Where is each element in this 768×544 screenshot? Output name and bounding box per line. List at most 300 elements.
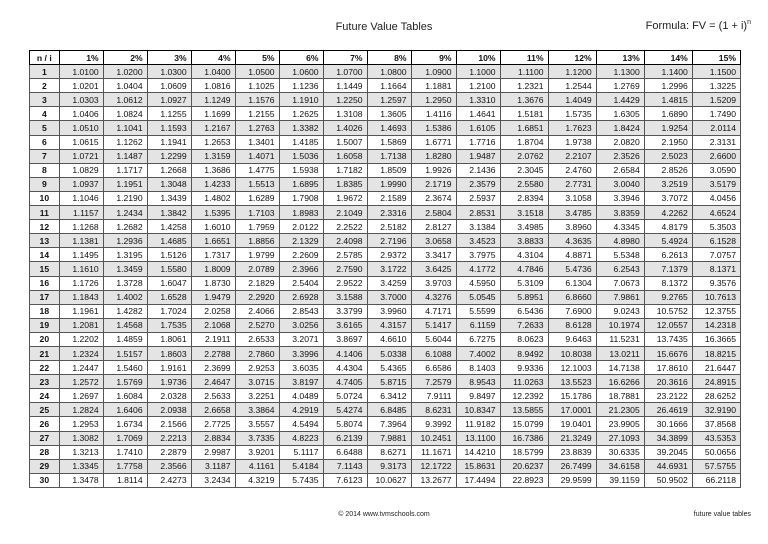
factor-cell: 1.1881 xyxy=(411,79,456,93)
factor-cell: 5.4736 xyxy=(548,262,596,276)
factor-cell: 2.4098 xyxy=(323,234,367,248)
factor-cell: 12.3755 xyxy=(692,304,740,318)
factor-cell: 2.9987 xyxy=(191,445,235,459)
factor-cell: 30.1666 xyxy=(644,417,692,431)
factor-cell: 2.9372 xyxy=(367,248,411,262)
rate-header: 12% xyxy=(548,51,596,65)
factor-cell: 9.8497 xyxy=(456,389,500,403)
factor-cell: 2.3699 xyxy=(191,361,235,375)
factor-cell: 1.9990 xyxy=(367,177,411,191)
period-cell: 19 xyxy=(30,318,60,332)
factor-cell: 8.1372 xyxy=(644,276,692,290)
factor-cell: 1.5181 xyxy=(500,107,548,121)
factor-cell: 3.1187 xyxy=(191,459,235,473)
factor-cell: 1.1941 xyxy=(147,135,191,149)
table-row xyxy=(30,459,741,473)
factor-cell: 1.7535 xyxy=(147,318,191,332)
factor-cell: 1.6895 xyxy=(279,177,323,191)
factor-cell: 1.0721 xyxy=(59,149,103,163)
factor-cell: 12.0557 xyxy=(644,318,692,332)
factor-cell: 1.8385 xyxy=(323,177,367,191)
factor-cell: 1.7758 xyxy=(103,459,147,473)
factor-cell: 13.7435 xyxy=(644,332,692,346)
factor-cell: 1.4802 xyxy=(191,191,235,205)
factor-cell: 1.1046 xyxy=(59,191,103,205)
period-cell: 2 xyxy=(30,79,60,93)
factor-cell: 1.1593 xyxy=(147,121,191,135)
period-cell: 12 xyxy=(30,220,60,234)
factor-cell: 4.8223 xyxy=(279,431,323,445)
factor-cell: 8.1403 xyxy=(456,361,500,375)
factor-cell: 1.2190 xyxy=(103,191,147,205)
factor-cell: 1.3108 xyxy=(323,107,367,121)
factor-cell: 1.6528 xyxy=(147,290,191,304)
factor-cell: 1.4282 xyxy=(103,304,147,318)
factor-cell: 1.1717 xyxy=(103,163,147,177)
factor-cell: 3.7072 xyxy=(644,191,692,205)
factor-cell: 2.0789 xyxy=(235,262,279,276)
rate-header: 2% xyxy=(103,51,147,65)
factor-cell: 2.9253 xyxy=(235,361,279,375)
factor-cell: 1.0615 xyxy=(59,135,103,149)
factor-cell: 5.1417 xyxy=(411,318,456,332)
factor-cell: 1.5735 xyxy=(548,107,596,121)
factor-cell: 1.1100 xyxy=(500,65,548,79)
factor-cell: 1.1726 xyxy=(59,276,103,290)
factor-cell: 1.2769 xyxy=(596,79,644,93)
factor-cell: 1.5513 xyxy=(235,177,279,191)
factor-cell: 6.2139 xyxy=(323,431,367,445)
factor-cell: 26.7499 xyxy=(548,459,596,473)
factor-cell: 2.5404 xyxy=(279,276,323,290)
factor-cell: 10.7613 xyxy=(692,290,740,304)
period-cell: 10 xyxy=(30,191,60,205)
factor-cell: 3.1384 xyxy=(456,220,500,234)
factor-cell: 1.3225 xyxy=(692,79,740,93)
factor-cell: 4.3635 xyxy=(548,234,596,248)
period-cell: 1 xyxy=(30,65,60,79)
factor-cell: 1.7182 xyxy=(323,163,367,177)
factor-cell: 7.3964 xyxy=(367,417,411,431)
factor-cell: 1.3213 xyxy=(59,445,103,459)
factor-cell: 1.0937 xyxy=(59,177,103,191)
factor-cell: 2.8834 xyxy=(191,431,235,445)
factor-cell: 3.6165 xyxy=(323,318,367,332)
factor-cell: 3.0590 xyxy=(692,163,740,177)
factor-cell: 1.1268 xyxy=(59,220,103,234)
table-body xyxy=(30,65,741,488)
factor-cell: 3.3996 xyxy=(279,346,323,360)
factor-cell: 14.2318 xyxy=(692,318,740,332)
factor-cell: 1.1487 xyxy=(103,149,147,163)
factor-cell: 18.8215 xyxy=(692,346,740,360)
factor-cell: 1.0406 xyxy=(59,107,103,121)
factor-cell: 2.9522 xyxy=(323,276,367,290)
factor-cell: 7.0673 xyxy=(596,276,644,290)
factor-cell: 1.5209 xyxy=(692,93,740,107)
factor-cell: 1.0816 xyxy=(191,79,235,93)
factor-cell: 5.3109 xyxy=(500,276,548,290)
factor-cell: 5.4274 xyxy=(323,403,367,417)
factor-cell: 2.6658 xyxy=(191,403,235,417)
table-row xyxy=(30,389,741,403)
factor-cell: 2.0114 xyxy=(692,121,740,135)
table-row xyxy=(30,121,741,135)
factor-cell: 3.2251 xyxy=(235,389,279,403)
factor-cell: 10.8038 xyxy=(548,346,596,360)
page-title: Future Value Tables xyxy=(335,21,433,33)
factor-cell: 6.3412 xyxy=(367,389,411,403)
table-row xyxy=(30,332,741,346)
factor-cell: 3.9960 xyxy=(367,304,411,318)
formula-exponent: n xyxy=(747,19,751,26)
factor-cell: 1.3605 xyxy=(367,107,411,121)
factor-cell: 5.4365 xyxy=(367,361,411,375)
factor-cell: 6.6586 xyxy=(411,361,456,375)
factor-cell: 7.6900 xyxy=(548,304,596,318)
factor-cell: 1.3345 xyxy=(59,459,103,473)
factor-cell: 3.1722 xyxy=(367,262,411,276)
factor-cell: 39.1159 xyxy=(596,473,644,487)
factor-cell: 7.9861 xyxy=(596,290,644,304)
factor-cell: 2.1829 xyxy=(235,276,279,290)
factor-cell: 3.3417 xyxy=(411,248,456,262)
factor-cell: 7.9881 xyxy=(367,431,411,445)
factor-cell: 39.2045 xyxy=(644,445,692,459)
factor-cell: 1.1843 xyxy=(59,290,103,304)
factor-cell: 6.1088 xyxy=(411,346,456,360)
factor-cell: 4.1161 xyxy=(235,459,279,473)
factor-cell: 1.1610 xyxy=(59,262,103,276)
factor-cell: 1.0612 xyxy=(103,93,147,107)
factor-cell: 1.0927 xyxy=(147,93,191,107)
table-row xyxy=(30,318,741,332)
factor-cell: 1.8114 xyxy=(103,473,147,487)
factor-cell: 2.7860 xyxy=(235,346,279,360)
factor-cell: 1.5769 xyxy=(103,375,147,389)
factor-cell: 1.3459 xyxy=(103,262,147,276)
factor-cell: 3.5179 xyxy=(692,177,740,191)
factor-cell: 7.4002 xyxy=(456,346,500,360)
factor-cell: 5.0338 xyxy=(367,346,411,360)
factor-cell: 1.3048 xyxy=(147,177,191,191)
factor-cell: 6.1528 xyxy=(692,234,740,248)
factor-cell: 1.3728 xyxy=(103,276,147,290)
factor-cell: 1.1249 xyxy=(191,93,235,107)
factor-cell: 2.1950 xyxy=(644,135,692,149)
factor-cell: 1.4693 xyxy=(367,121,411,135)
factor-cell: 23.8839 xyxy=(548,445,596,459)
factor-cell: 1.2155 xyxy=(235,107,279,121)
factor-cell: 20.6237 xyxy=(500,459,548,473)
factor-cell: 2.3966 xyxy=(279,262,323,276)
factor-cell: 21.6447 xyxy=(692,361,740,375)
factor-cell: 9.3992 xyxy=(411,417,456,431)
factor-cell: 1.2668 xyxy=(147,163,191,177)
rate-header: 3% xyxy=(147,51,191,65)
factor-cell: 3.6035 xyxy=(279,361,323,375)
factor-cell: 1.2324 xyxy=(59,346,103,360)
factor-cell: 3.1588 xyxy=(323,290,367,304)
factor-cell: 1.8603 xyxy=(147,346,191,360)
factor-cell: 1.5036 xyxy=(279,149,323,163)
factor-cell: 30.6335 xyxy=(596,445,644,459)
factor-cell: 1.4568 xyxy=(103,318,147,332)
factor-cell: 1.4859 xyxy=(103,332,147,346)
factor-cell: 1.0404 xyxy=(103,79,147,93)
factor-cell: 1.7103 xyxy=(235,206,279,220)
factor-cell: 28.6252 xyxy=(692,389,740,403)
factor-cell: 4.1772 xyxy=(456,262,500,276)
factor-cell: 4.8871 xyxy=(548,248,596,262)
factor-cell: 1.9254 xyxy=(644,121,692,135)
factor-cell: 1.7623 xyxy=(548,121,596,135)
period-cell: 8 xyxy=(30,163,60,177)
factor-cell: 1.3842 xyxy=(147,206,191,220)
factor-cell: 2.4273 xyxy=(147,473,191,487)
factor-cell: 1.4002 xyxy=(103,290,147,304)
factor-cell: 18.7881 xyxy=(596,389,644,403)
factor-cell: 1.1255 xyxy=(147,107,191,121)
factor-cell: 1.5869 xyxy=(367,135,411,149)
factor-cell: 1.7069 xyxy=(103,431,147,445)
factor-cell: 2.8531 xyxy=(456,206,500,220)
factor-cell: 4.7405 xyxy=(323,375,367,389)
factor-cell: 1.7138 xyxy=(367,149,411,163)
table-row xyxy=(30,234,741,248)
factor-cell: 1.4233 xyxy=(191,177,235,191)
factor-cell: 1.1400 xyxy=(644,65,692,79)
factor-cell: 13.2677 xyxy=(411,473,456,487)
factor-cell: 4.3345 xyxy=(596,220,644,234)
factor-cell: 5.1117 xyxy=(279,445,323,459)
factor-cell: 10.8347 xyxy=(456,403,500,417)
factor-cell: 1.7959 xyxy=(235,220,279,234)
factor-cell: 1.2167 xyxy=(191,121,235,135)
factor-cell: 34.6158 xyxy=(596,459,644,473)
factor-cell: 5.7435 xyxy=(279,473,323,487)
factor-cell: 15.1786 xyxy=(548,389,596,403)
period-cell: 15 xyxy=(30,262,60,276)
factor-cell: 1.5157 xyxy=(103,346,147,360)
factor-cell: 1.6890 xyxy=(644,107,692,121)
factor-cell: 6.7275 xyxy=(456,332,500,346)
future-value-table xyxy=(29,50,741,488)
factor-cell: 4.2919 xyxy=(279,403,323,417)
factor-cell: 1.2100 xyxy=(456,79,500,93)
factor-cell: 9.9336 xyxy=(500,361,548,375)
factor-cell: 1.4071 xyxy=(235,149,279,163)
factor-cell: 1.1262 xyxy=(103,135,147,149)
factor-cell: 2.0820 xyxy=(596,135,644,149)
factor-cell: 2.3579 xyxy=(456,177,500,191)
factor-cell: 1.4775 xyxy=(235,163,279,177)
factor-cell: 29.9599 xyxy=(548,473,596,487)
factor-cell: 2.5937 xyxy=(456,191,500,205)
table-row xyxy=(30,276,741,290)
factor-cell: 1.7024 xyxy=(147,304,191,318)
factor-cell: 2.7725 xyxy=(191,417,235,431)
factor-cell: 2.2609 xyxy=(279,248,323,262)
factor-cell: 1.0600 xyxy=(279,65,323,79)
rate-header: 7% xyxy=(323,51,367,65)
period-cell: 7 xyxy=(30,149,60,163)
factor-cell: 21.2305 xyxy=(596,403,644,417)
factor-cell: 1.1961 xyxy=(59,304,103,318)
factor-cell: 1.4185 xyxy=(279,135,323,149)
factor-cell: 2.4066 xyxy=(235,304,279,318)
factor-cell: 5.8074 xyxy=(323,417,367,431)
factor-cell: 2.6600 xyxy=(692,149,740,163)
factor-cell: 1.5938 xyxy=(279,163,323,177)
factor-cell: 3.3799 xyxy=(323,304,367,318)
factor-cell: 5.8715 xyxy=(367,375,411,389)
factor-cell: 11.9182 xyxy=(456,417,500,431)
factor-cell: 11.1671 xyxy=(411,445,456,459)
table-row xyxy=(30,93,741,107)
factor-cell: 6.1304 xyxy=(548,276,596,290)
rate-header: 13% xyxy=(596,51,644,65)
factor-cell: 8.9492 xyxy=(500,346,548,360)
factor-cell: 2.0762 xyxy=(500,149,548,163)
factor-cell: 4.4304 xyxy=(323,361,367,375)
factor-cell: 5.5599 xyxy=(456,304,500,318)
factor-cell: 3.4985 xyxy=(500,220,548,234)
factor-cell: 32.9190 xyxy=(692,403,740,417)
period-cell: 4 xyxy=(30,107,60,121)
factor-cell: 15.0799 xyxy=(500,417,548,431)
factor-cell: 1.1236 xyxy=(279,79,323,93)
factor-cell: 1.4049 xyxy=(548,93,596,107)
factor-cell: 50.0656 xyxy=(692,445,740,459)
factor-cell: 1.1000 xyxy=(456,65,500,79)
factor-cell: 1.1449 xyxy=(323,79,367,93)
table-row xyxy=(30,375,741,389)
factor-cell: 4.5494 xyxy=(279,417,323,431)
factor-cell: 6.1159 xyxy=(456,318,500,332)
table-row xyxy=(30,473,741,487)
factor-cell: 1.3195 xyxy=(103,248,147,262)
factor-cell: 9.3576 xyxy=(692,276,740,290)
table-row xyxy=(30,417,741,431)
factor-cell: 1.2763 xyxy=(235,121,279,135)
period-cell: 24 xyxy=(30,389,60,403)
factor-cell: 1.2953 xyxy=(59,417,103,431)
factor-cell: 5.0545 xyxy=(456,290,500,304)
factor-cell: 5.3503 xyxy=(692,220,740,234)
factor-cell: 7.9111 xyxy=(411,389,456,403)
period-cell: 21 xyxy=(30,346,60,360)
factor-cell: 1.8704 xyxy=(500,135,548,149)
factor-cell: 6.2613 xyxy=(644,248,692,262)
factor-cell: 1.5007 xyxy=(323,135,367,149)
factor-cell: 2.1068 xyxy=(191,318,235,332)
factor-cell: 1.2299 xyxy=(147,149,191,163)
table-row xyxy=(30,107,741,121)
factor-cell: 1.6305 xyxy=(596,107,644,121)
factor-cell: 4.0489 xyxy=(279,389,323,403)
factor-cell: 1.0201 xyxy=(59,79,103,93)
factor-cell: 8.6231 xyxy=(411,403,456,417)
factor-cell: 1.2936 xyxy=(103,234,147,248)
factor-cell: 6.2543 xyxy=(596,262,644,276)
factor-cell: 3.8697 xyxy=(323,332,367,346)
period-cell: 14 xyxy=(30,248,60,262)
factor-cell: 2.3526 xyxy=(596,149,644,163)
factor-cell: 2.7196 xyxy=(367,234,411,248)
factor-cell: 13.5855 xyxy=(500,403,548,417)
table-row xyxy=(30,220,741,234)
factor-cell: 5.8951 xyxy=(500,290,548,304)
table-row xyxy=(30,177,741,191)
factor-cell: 1.2653 xyxy=(191,135,235,149)
factor-cell: 8.1371 xyxy=(692,262,740,276)
factor-cell: 1.3686 xyxy=(191,163,235,177)
factor-cell: 1.0800 xyxy=(367,65,411,79)
factor-cell: 1.0100 xyxy=(59,65,103,79)
factor-cell: 3.1058 xyxy=(548,191,596,205)
factor-cell: 1.8280 xyxy=(411,149,456,163)
factor-cell: 1.1910 xyxy=(279,93,323,107)
factor-cell: 2.6533 xyxy=(235,332,279,346)
factor-cell: 4.7171 xyxy=(411,304,456,318)
table-row xyxy=(30,290,741,304)
factor-cell: 1.2697 xyxy=(59,389,103,403)
factor-cell: 5.6044 xyxy=(411,332,456,346)
factor-cell: 1.5395 xyxy=(191,206,235,220)
factor-cell: 2.8543 xyxy=(279,304,323,318)
factor-cell: 2.0122 xyxy=(279,220,323,234)
factor-cell: 1.9738 xyxy=(548,135,596,149)
factor-cell: 2.2920 xyxy=(235,290,279,304)
factor-cell: 3.0256 xyxy=(279,318,323,332)
factor-cell: 4.6610 xyxy=(367,332,411,346)
factor-cell: 1.7317 xyxy=(191,248,235,262)
factor-cell: 1.9672 xyxy=(323,191,367,205)
factor-cell: 1.0829 xyxy=(59,163,103,177)
factor-cell: 7.0757 xyxy=(692,248,740,262)
factor-cell: 4.3219 xyxy=(235,473,279,487)
period-cell: 6 xyxy=(30,135,60,149)
factor-cell: 1.1495 xyxy=(59,248,103,262)
rate-header: 14% xyxy=(644,51,692,65)
factor-cell: 3.3864 xyxy=(235,403,279,417)
factor-cell: 1.1951 xyxy=(103,177,147,191)
factor-cell: 1.6084 xyxy=(103,389,147,403)
factor-cell: 8.0623 xyxy=(500,332,548,346)
factor-cell: 1.2824 xyxy=(59,403,103,417)
factor-cell: 1.8061 xyxy=(147,332,191,346)
period-cell: 23 xyxy=(30,375,60,389)
factor-cell: 1.2544 xyxy=(548,79,596,93)
rate-header: 6% xyxy=(279,51,323,65)
factor-cell: 1.0303 xyxy=(59,93,103,107)
factor-cell: 1.1200 xyxy=(548,65,596,79)
factor-cell: 8.6128 xyxy=(548,318,596,332)
factor-cell: 3.0040 xyxy=(596,177,644,191)
factor-cell: 5.4924 xyxy=(644,234,692,248)
factor-cell: 1.5126 xyxy=(147,248,191,262)
rate-header: 11% xyxy=(500,51,548,65)
factor-cell: 1.4026 xyxy=(323,121,367,135)
factor-cell: 1.8509 xyxy=(367,163,411,177)
factor-cell: 1.6734 xyxy=(103,417,147,431)
factor-cell: 2.7590 xyxy=(323,262,367,276)
table-row xyxy=(30,248,741,262)
factor-cell: 3.1518 xyxy=(500,206,548,220)
factor-cell: 1.0510 xyxy=(59,121,103,135)
factor-cell: 1.8009 xyxy=(191,262,235,276)
